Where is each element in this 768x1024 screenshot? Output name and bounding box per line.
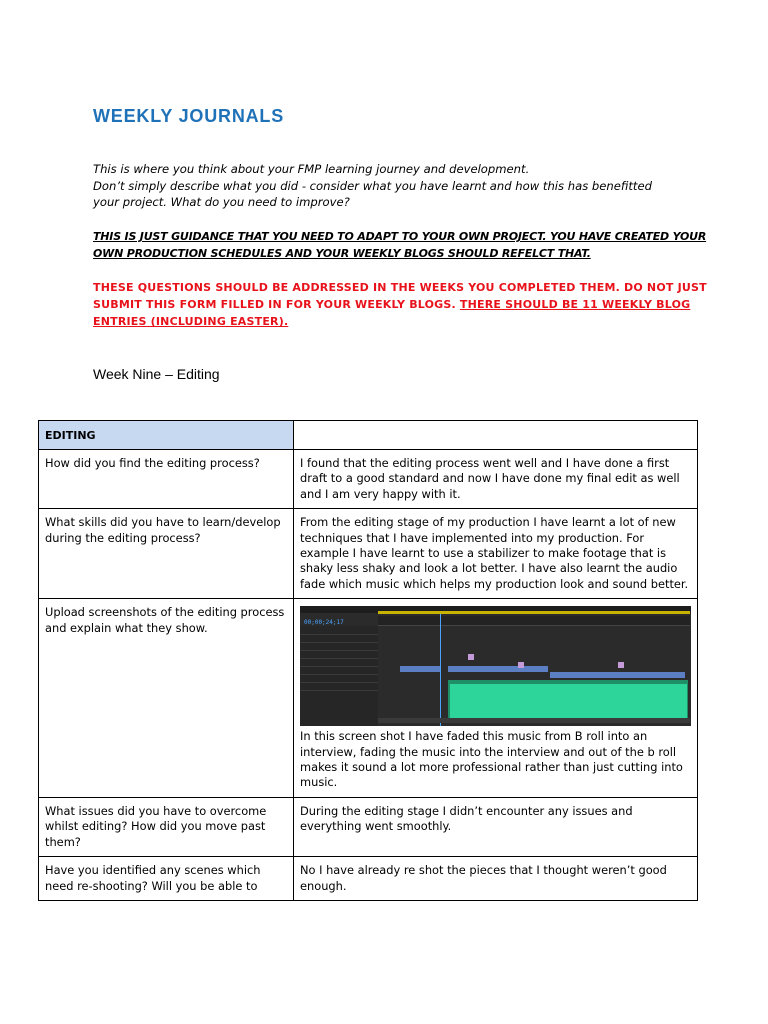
intro-text bbox=[93, 161, 733, 211]
question-cell: What skills did you have to learn/develop during the editing process? bbox=[39, 509, 294, 599]
screenshot-time-ruler bbox=[378, 616, 690, 626]
video-clip bbox=[448, 666, 548, 672]
answer-cell bbox=[294, 599, 698, 798]
screenshot-track-headers bbox=[300, 626, 378, 726]
track-divider bbox=[300, 690, 378, 691]
intro-line: This is where you think about your FMP learning journey and development. bbox=[93, 162, 530, 176]
answer-cell: No I have already re shot the pieces that I thought weren’t good enough. bbox=[294, 857, 698, 901]
question-cell: Upload screenshots of the editing process and explain what they show. bbox=[39, 599, 294, 798]
answer-cell: I found that the editing process went well and I have done a first draft to a good standard and now I have done my final edit as well and I am very happy with it. bbox=[294, 450, 698, 509]
editing-screenshot bbox=[300, 606, 691, 726]
screenshot-work-area-bar bbox=[378, 611, 690, 614]
track-divider bbox=[300, 666, 378, 667]
table-row bbox=[39, 509, 698, 599]
track-divider bbox=[300, 634, 378, 635]
warning-text: THESE QUESTIONS SHOULD BE ADDRESSED IN THE WEEKS YOU COMPLETED THEM. DO NOT JUST SUBMIT THIS FORM FILLED IN FOR YOUR WEEKLY BLOGS. bbox=[93, 281, 707, 311]
question-cell: What issues did you have to overcome whilst editing? How did you move past them? bbox=[39, 797, 294, 856]
warning-note bbox=[93, 279, 743, 330]
timeline-scrollbar bbox=[378, 718, 690, 723]
question-cell: Have you identified any scenes which need re-shooting? Will you be able to bbox=[39, 857, 294, 901]
table-header-row bbox=[39, 421, 698, 450]
audio-waveform bbox=[450, 684, 687, 720]
warning-underlined-text: THERE SHOULD BE 11 WEEKLY BLOG ENTRIES (INCLUDING EASTER). bbox=[93, 298, 691, 328]
track-divider bbox=[300, 650, 378, 651]
video-clip bbox=[400, 666, 440, 672]
playhead bbox=[440, 614, 441, 726]
table-row bbox=[39, 599, 698, 798]
answer-cell: During the editing stage I didn’t encounter any issues and everything went smoothly. bbox=[294, 797, 698, 856]
graphic-clip bbox=[618, 662, 624, 668]
graphic-clip bbox=[518, 662, 524, 668]
guidance-line: OWN PRODUCTION SCHEDULES AND YOUR WEEKLY BLOGS SHOULD REFELCT THAT. bbox=[93, 246, 591, 260]
question-cell: How did you find the editing process? bbox=[39, 450, 294, 509]
answer-text: In this screen shot I have faded this music from B roll into an interview, fading the music into the interview and out of the b roll makes it sound a lot more professional rather than just cutting into music. bbox=[300, 729, 683, 790]
table-header-cell: EDITING bbox=[39, 421, 294, 450]
graphic-clip bbox=[468, 654, 474, 660]
table-row bbox=[39, 857, 698, 901]
screenshot-timecode: 00;00;24;17 bbox=[304, 619, 344, 627]
answer-cell: From the editing stage of my production I have learnt a lot of new techniques that I have implemented into my production. For example I have learnt to use a stabilizer to make footage that is shaky less shaky and look a lot better. I have also learnt the audio fade which music which helps my production look and sound better. bbox=[294, 509, 698, 599]
intro-line: Don’t simply describe what you did - consider what you have learnt and how this has benefitted bbox=[93, 178, 652, 193]
intro-line: your project. What do you need to improve? bbox=[93, 195, 350, 209]
table-header-empty-cell bbox=[294, 421, 698, 450]
page-heading: WEEKLY JOURNALS bbox=[93, 106, 285, 126]
track-divider bbox=[300, 682, 378, 683]
guidance-note bbox=[93, 229, 733, 262]
track-divider bbox=[300, 642, 378, 643]
guidance-line: THIS IS JUST GUIDANCE THAT YOU NEED TO ADAPT TO YOUR OWN PROJECT. YOU HAVE CREATED YOUR bbox=[93, 230, 707, 243]
track-divider bbox=[300, 658, 378, 659]
table-row bbox=[39, 797, 698, 856]
track-divider bbox=[300, 674, 378, 675]
video-clip bbox=[550, 672, 685, 678]
table-row bbox=[39, 450, 698, 509]
journal-table bbox=[38, 420, 698, 901]
week-title: Week Nine – Editing bbox=[93, 366, 220, 382]
